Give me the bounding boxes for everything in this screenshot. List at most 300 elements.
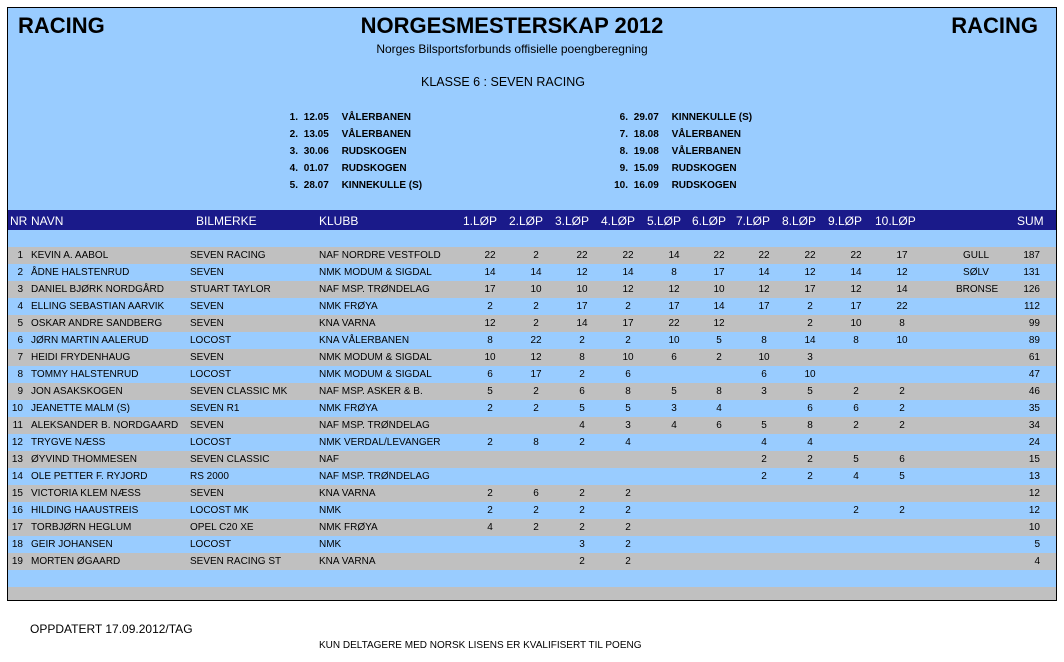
cell-klubb: NAF [319, 454, 339, 465]
table-row [8, 536, 1056, 553]
race-date: 18.08 [633, 129, 659, 140]
cell-lop-2: 2 [533, 301, 539, 312]
col-header-lop-1: 1.LØP [463, 214, 498, 228]
class-label: KLASSE 6 : SEVEN RACING [421, 75, 585, 89]
cell-lop-3: 2 [579, 488, 585, 499]
cell-lop-10: 2 [899, 403, 905, 414]
cell-nr: 7 [17, 352, 23, 363]
race-date: 01.07 [303, 163, 329, 174]
cell-sum: 126 [1023, 284, 1040, 295]
col-header-lop-9: 9.LØP [828, 214, 863, 228]
cell-sum: 13 [1028, 471, 1040, 482]
cell-lop-10: 14 [896, 284, 908, 295]
cell-lop-4: 5 [625, 403, 631, 414]
cell-sum: 15 [1028, 454, 1040, 465]
cell-sum: 12 [1028, 505, 1040, 516]
col-header-navn: NAVN [31, 214, 64, 228]
cell-bilmerke: SEVEN [190, 267, 224, 278]
table-row [8, 247, 1056, 264]
cell-bilmerke: LOCOST MK [190, 505, 249, 516]
race-item [258, 177, 422, 194]
cell-lop-8: 2 [807, 301, 813, 312]
cell-sum: 24 [1028, 437, 1040, 448]
cell-sum: 34 [1028, 420, 1040, 431]
cell-nr: 12 [11, 437, 23, 448]
cell-bilmerke: LOCOST [190, 539, 232, 550]
cell-lop-2: 12 [530, 352, 542, 363]
race-track: RUDSKOGEN [671, 163, 737, 174]
cell-lop-3: 2 [579, 369, 585, 380]
cell-medal: BRONSE [956, 284, 999, 295]
cell-lop-1: 6 [487, 369, 493, 380]
page-subtitle: Norges Bilsportsforbunds offisielle poengberegning [376, 42, 648, 56]
race-date: 12.05 [303, 112, 329, 123]
cell-sum: 12 [1028, 488, 1040, 499]
race-item [258, 126, 422, 143]
cell-nr: 16 [11, 505, 23, 516]
cell-lop-9: 2 [853, 505, 859, 516]
cell-navn: JØRN MARTIN AALERUD [31, 335, 149, 346]
cell-lop-1: 22 [484, 250, 496, 261]
cell-lop-7: 4 [761, 437, 767, 448]
cell-lop-4: 2 [625, 539, 631, 550]
cell-klubb: NMK MODUM & SIGDAL [319, 352, 432, 363]
race-item [588, 177, 752, 194]
cell-lop-8: 17 [804, 284, 816, 295]
cell-lop-6: 14 [713, 301, 725, 312]
cell-lop-9: 2 [853, 386, 859, 397]
race-track: RUDSKOGEN [671, 180, 737, 191]
race-date: 28.07 [303, 180, 329, 191]
cell-sum: 187 [1023, 250, 1040, 261]
cell-lop-4: 2 [625, 505, 631, 516]
cell-lop-3: 5 [579, 403, 585, 414]
cell-lop-6: 6 [716, 420, 722, 431]
cell-klubb: NMK MODUM & SIGDAL [319, 267, 432, 278]
cell-lop-4: 2 [625, 556, 631, 567]
cell-lop-10: 6 [899, 454, 905, 465]
cell-navn: TRYGVE NÆSS [31, 437, 106, 448]
race-date: 13.05 [303, 129, 329, 140]
race-date: 16.09 [633, 180, 659, 191]
cell-lop-2: 2 [533, 250, 539, 261]
cell-bilmerke: RS 2000 [190, 471, 229, 482]
cell-lop-2: 2 [533, 318, 539, 329]
cell-lop-8: 12 [804, 267, 816, 278]
table-row [8, 502, 1056, 519]
cell-lop-3: 22 [576, 250, 588, 261]
cell-navn: JEANETTE MALM (S) [31, 403, 130, 414]
cell-nr: 8 [17, 369, 23, 380]
race-track: VÅLERBANEN [341, 112, 412, 123]
cell-lop-4: 22 [622, 250, 634, 261]
race-item [258, 109, 422, 126]
cell-lop-3: 3 [579, 539, 585, 550]
updated-note: OPPDATERT 17.09.2012/TAG [30, 622, 193, 636]
cell-medal: SØLV [963, 267, 989, 278]
race-item [258, 143, 422, 160]
cell-navn: VICTORIA KLEM NÆSS [31, 488, 141, 499]
cell-nr: 5 [17, 318, 23, 329]
cell-lop-4: 8 [625, 386, 631, 397]
cell-klubb: NMK FRØYA [319, 522, 378, 533]
cell-lop-4: 10 [622, 352, 634, 363]
cell-lop-9: 14 [850, 267, 862, 278]
cell-navn: KEVIN A. AABOL [31, 250, 109, 261]
cell-lop-1: 17 [484, 284, 496, 295]
cell-nr: 9 [17, 386, 23, 397]
race-track: KINNEKULLE (S) [671, 112, 753, 123]
race-number: 3. [289, 146, 298, 157]
cell-klubb: KNA VARNA [319, 318, 376, 329]
cell-lop-10: 5 [899, 471, 905, 482]
cell-lop-1: 5 [487, 386, 493, 397]
cell-lop-8: 2 [807, 318, 813, 329]
cell-lop-3: 2 [579, 335, 585, 346]
cell-nr: 2 [17, 267, 23, 278]
cell-navn: DANIEL BJØRK NORDGÅRD [31, 284, 164, 295]
col-header-lop-2: 2.LØP [509, 214, 544, 228]
cell-navn: MORTEN ØGAARD [31, 556, 121, 567]
cell-klubb: NMK [319, 505, 342, 516]
race-date: 30.06 [303, 146, 329, 157]
col-header-klubb: KLUBB [319, 214, 359, 228]
col-header-bilmerke: BILMERKE [196, 214, 257, 228]
cell-lop-3: 2 [579, 522, 585, 533]
race-number: 2. [289, 129, 298, 140]
cell-lop-9: 17 [850, 301, 862, 312]
cell-lop-4: 6 [625, 369, 631, 380]
cell-bilmerke: SEVEN [190, 352, 224, 363]
cell-klubb: NAF NORDRE VESTFOLD [319, 250, 441, 261]
race-number: 8. [619, 146, 628, 157]
cell-klubb: NMK FRØYA [319, 301, 378, 312]
race-date: 29.07 [633, 112, 659, 123]
cell-sum: 112 [1024, 301, 1040, 312]
cell-lop-1: 2 [487, 505, 493, 516]
cell-lop-7: 3 [761, 386, 767, 397]
cell-lop-4: 3 [625, 420, 631, 431]
cell-sum: 47 [1028, 369, 1040, 380]
cell-klubb: KNA VARNA [319, 556, 376, 567]
cell-lop-1: 4 [487, 522, 493, 533]
cell-lop-1: 8 [487, 335, 493, 346]
cell-klubb: NMK MODUM & SIGDAL [319, 369, 432, 380]
cell-lop-8: 5 [807, 386, 813, 397]
cell-bilmerke: OPEL C20 XE [190, 522, 254, 533]
race-track: VÅLERBANEN [671, 146, 742, 157]
table-row [8, 400, 1056, 417]
cell-sum: 35 [1028, 403, 1040, 414]
cell-bilmerke: SEVEN [190, 318, 224, 329]
cell-lop-2: 2 [533, 522, 539, 533]
cell-lop-6: 22 [713, 250, 725, 261]
cell-nr: 19 [11, 556, 23, 567]
cell-navn: ØYVIND THOMMESEN [31, 454, 137, 465]
cell-navn: ÅDNE HALSTENRUD [31, 267, 130, 278]
col-header-lop-10: 10.LØP [875, 214, 916, 228]
cell-lop-2: 17 [530, 369, 542, 380]
cell-sum: 4 [1034, 556, 1040, 567]
table-row [8, 485, 1056, 502]
cell-lop-2: 6 [533, 488, 539, 499]
cell-lop-7: 10 [758, 352, 770, 363]
cell-lop-8: 4 [807, 437, 813, 448]
col-header-lop-5: 5.LØP [647, 214, 682, 228]
racing-label-left: RACING [18, 13, 105, 38]
cell-lop-2: 22 [530, 335, 542, 346]
cell-klubb: NMK FRØYA [319, 403, 378, 414]
cell-lop-1: 12 [484, 318, 496, 329]
cell-lop-5: 5 [671, 386, 677, 397]
cell-lop-4: 2 [625, 301, 631, 312]
cell-lop-5: 12 [668, 284, 680, 295]
col-header-lop-7: 7.LØP [736, 214, 771, 228]
column-header-row [8, 210, 1056, 230]
cell-bilmerke: SEVEN [190, 301, 224, 312]
cell-lop-6: 4 [716, 403, 722, 414]
cell-klubb: NAF MSP. TRØNDELAG [319, 471, 430, 482]
cell-bilmerke: SEVEN RACING ST [190, 556, 282, 567]
cell-lop-9: 4 [853, 471, 859, 482]
cell-lop-3: 6 [579, 386, 585, 397]
cell-bilmerke: SEVEN RACING [190, 250, 266, 261]
cell-lop-6: 17 [713, 267, 725, 278]
col-header-nr: NR [10, 214, 28, 228]
race-item [588, 109, 752, 126]
sheet-header [8, 8, 1056, 210]
racing-label-right: RACING [951, 13, 1038, 38]
cell-lop-1: 14 [484, 267, 496, 278]
cell-lop-8: 2 [807, 471, 813, 482]
cell-navn: ALEKSANDER B. NORDGAARD [31, 420, 179, 431]
cell-bilmerke: SEVEN CLASSIC MK [190, 386, 288, 397]
col-header-lop-8: 8.LØP [782, 214, 817, 228]
cell-lop-7: 6 [761, 369, 767, 380]
cell-lop-7: 22 [758, 250, 770, 261]
cell-sum: 89 [1028, 335, 1040, 346]
cell-lop-6: 12 [713, 318, 725, 329]
table-row [8, 468, 1056, 485]
table-row [8, 519, 1056, 536]
spacer-bar-bottom [8, 570, 1056, 587]
cell-klubb: KNA VARNA [319, 488, 376, 499]
page-title: NORGESMESTERSKAP 2012 [360, 13, 664, 38]
table-row [8, 434, 1056, 451]
cell-lop-10: 2 [899, 420, 905, 431]
table-row [8, 264, 1056, 281]
cell-navn: GEIR JOHANSEN [31, 539, 113, 550]
cell-lop-5: 17 [668, 301, 680, 312]
cell-lop-7: 12 [758, 284, 770, 295]
cell-lop-9: 10 [850, 318, 862, 329]
cell-lop-5: 14 [668, 250, 680, 261]
cell-nr: 1 [17, 250, 23, 261]
cell-lop-5: 22 [668, 318, 680, 329]
race-number: 9. [619, 163, 628, 174]
spacer-bar-gray [8, 587, 1056, 601]
cell-lop-1: 2 [487, 301, 493, 312]
cell-klubb: NAF MSP. ASKER & B. [319, 386, 423, 397]
cell-lop-7: 2 [761, 471, 767, 482]
cell-klubb: NMK VERDAL/LEVANGER [319, 437, 441, 448]
cell-sum: 10 [1028, 522, 1040, 533]
eligibility-note: KUN DELTAGERE MED NORSK LISENS ER KVALIFISERT TIL POENG [319, 640, 642, 651]
race-track: VÅLERBANEN [671, 129, 742, 140]
cell-lop-10: 2 [899, 386, 905, 397]
cell-lop-10: 8 [899, 318, 905, 329]
cell-lop-5: 8 [671, 267, 677, 278]
race-item [588, 126, 752, 143]
cell-lop-3: 8 [579, 352, 585, 363]
cell-lop-6: 8 [716, 386, 722, 397]
cell-navn: HEIDI FRYDENHAUG [31, 352, 131, 363]
table-row [8, 451, 1056, 468]
col-header-lop-6: 6.LØP [692, 214, 727, 228]
cell-lop-9: 2 [853, 420, 859, 431]
cell-lop-5: 6 [671, 352, 677, 363]
table-row [8, 366, 1056, 383]
cell-lop-9: 8 [853, 335, 859, 346]
cell-lop-7: 14 [758, 267, 770, 278]
cell-nr: 6 [17, 335, 23, 346]
race-date: 19.08 [633, 146, 659, 157]
cell-sum: 61 [1028, 352, 1040, 363]
cell-navn: TOMMY HALSTENRUD [31, 369, 139, 380]
cell-lop-4: 2 [625, 335, 631, 346]
cell-lop-6: 10 [713, 284, 725, 295]
race-track: RUDSKOGEN [341, 146, 407, 157]
cell-nr: 18 [11, 539, 23, 550]
table-row [8, 349, 1056, 366]
cell-lop-8: 22 [804, 250, 816, 261]
race-list-left [258, 109, 422, 194]
cell-lop-5: 10 [668, 335, 680, 346]
table-row [8, 281, 1056, 298]
cell-lop-8: 3 [807, 352, 813, 363]
cell-lop-8: 8 [807, 420, 813, 431]
cell-bilmerke: STUART TAYLOR [190, 284, 271, 295]
cell-lop-10: 12 [896, 267, 908, 278]
cell-navn: OLE PETTER F. RYJORD [31, 471, 148, 482]
cell-lop-4: 2 [625, 488, 631, 499]
race-number: 1. [289, 112, 298, 123]
cell-lop-2: 2 [533, 403, 539, 414]
cell-navn: TORBJØRN HEGLUM [31, 522, 132, 533]
table-row [8, 298, 1056, 315]
cell-lop-4: 14 [622, 267, 634, 278]
cell-lop-2: 2 [533, 386, 539, 397]
cell-lop-7: 2 [761, 454, 767, 465]
col-header-lop-4: 4.LØP [601, 214, 636, 228]
results-sheet [7, 7, 1057, 601]
race-track: VÅLERBANEN [341, 129, 412, 140]
cell-lop-1: 2 [487, 403, 493, 414]
cell-bilmerke: LOCOST [190, 335, 232, 346]
results-table-body [8, 247, 1056, 570]
race-track: KINNEKULLE (S) [341, 180, 423, 191]
cell-nr: 15 [11, 488, 23, 499]
cell-lop-3: 12 [576, 267, 588, 278]
cell-bilmerke: SEVEN [190, 420, 224, 431]
cell-lop-7: 8 [761, 335, 767, 346]
cell-lop-7: 5 [761, 420, 767, 431]
cell-lop-10: 22 [896, 301, 908, 312]
cell-lop-5: 3 [671, 403, 677, 414]
cell-lop-3: 14 [576, 318, 588, 329]
col-header-sum: SUM [1017, 214, 1044, 228]
cell-lop-5: 4 [671, 420, 677, 431]
cell-klubb: NAF MSP. TRØNDELAG [319, 284, 430, 295]
cell-lop-4: 12 [622, 284, 634, 295]
race-number: 10. [614, 180, 628, 191]
race-date: 15.09 [633, 163, 659, 174]
cell-nr: 17 [11, 522, 23, 533]
cell-lop-4: 17 [622, 318, 634, 329]
cell-lop-2: 8 [533, 437, 539, 448]
spacer-bar-top [8, 230, 1056, 247]
cell-navn: HILDING HAAUSTREIS [31, 505, 139, 516]
cell-lop-4: 2 [625, 522, 631, 533]
cell-bilmerke: SEVEN [190, 488, 224, 499]
race-item [258, 160, 422, 177]
cell-klubb: NAF MSP. TRØNDELAG [319, 420, 430, 431]
cell-lop-7: 17 [758, 301, 770, 312]
cell-bilmerke: LOCOST [190, 369, 232, 380]
cell-lop-1: 2 [487, 488, 493, 499]
cell-lop-3: 2 [579, 505, 585, 516]
cell-lop-2: 10 [530, 284, 542, 295]
cell-nr: 13 [11, 454, 23, 465]
cell-lop-4: 4 [625, 437, 631, 448]
cell-sum: 99 [1028, 318, 1040, 329]
cell-lop-9: 22 [850, 250, 862, 261]
cell-lop-9: 12 [850, 284, 862, 295]
cell-lop-10: 17 [896, 250, 908, 261]
cell-navn: OSKAR ANDRE SANDBERG [31, 318, 163, 329]
cell-lop-6: 2 [716, 352, 722, 363]
cell-lop-2: 14 [530, 267, 542, 278]
race-number: 6. [619, 112, 628, 123]
table-row [8, 332, 1056, 349]
race-item [588, 143, 752, 160]
cell-lop-3: 2 [579, 437, 585, 448]
cell-lop-3: 4 [579, 420, 585, 431]
cell-lop-3: 17 [576, 301, 588, 312]
table-row [8, 383, 1056, 400]
cell-bilmerke: SEVEN R1 [190, 403, 240, 414]
col-header-lop-3: 3.LØP [555, 214, 590, 228]
cell-lop-9: 6 [853, 403, 859, 414]
cell-klubb: KNA VÅLERBANEN [319, 335, 410, 346]
cell-lop-8: 10 [804, 369, 816, 380]
cell-bilmerke: SEVEN CLASSIC [190, 454, 270, 465]
cell-lop-6: 5 [716, 335, 722, 346]
cell-lop-1: 2 [487, 437, 493, 448]
cell-medal: GULL [962, 250, 990, 261]
table-row [8, 417, 1056, 434]
cell-lop-10: 2 [899, 505, 905, 516]
cell-bilmerke: LOCOST [190, 437, 232, 448]
cell-lop-3: 10 [576, 284, 588, 295]
cell-nr: 4 [17, 301, 23, 312]
cell-sum: 46 [1028, 386, 1040, 397]
race-list-right [588, 109, 752, 194]
cell-lop-10: 10 [896, 335, 908, 346]
race-number: 7. [619, 129, 628, 140]
cell-nr: 14 [11, 471, 23, 482]
cell-lop-2: 2 [533, 505, 539, 516]
